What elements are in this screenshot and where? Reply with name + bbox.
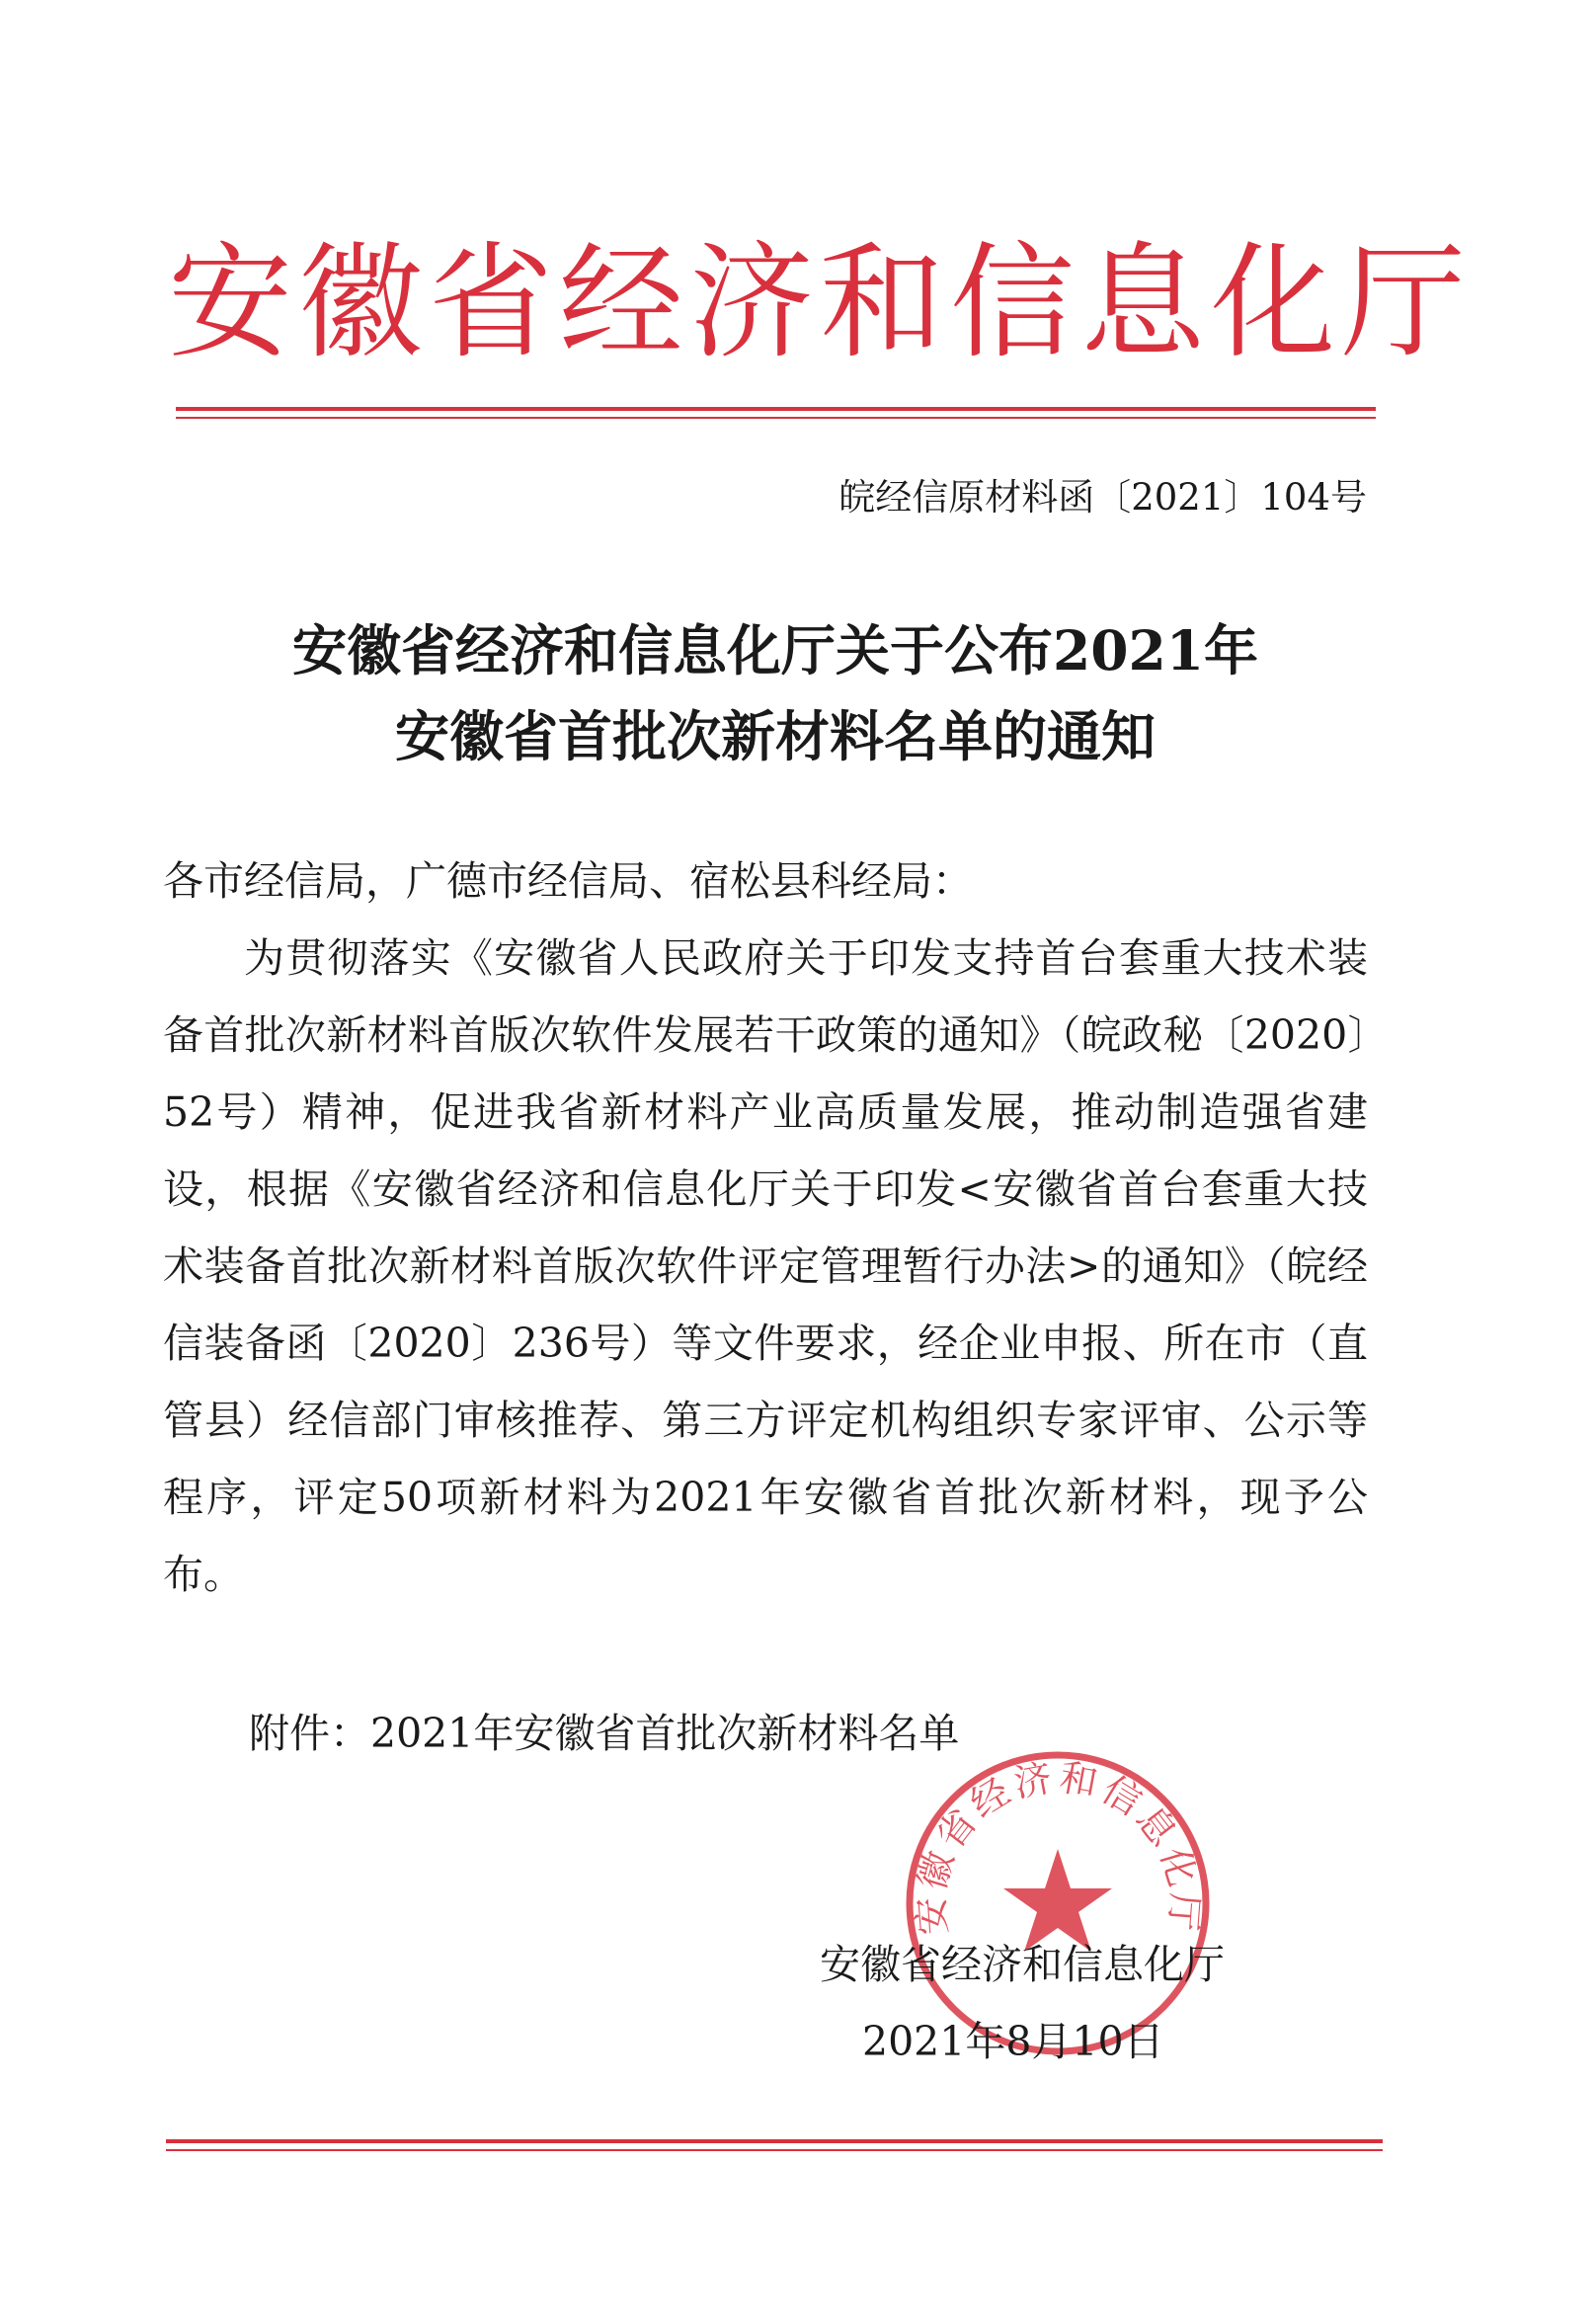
header-org-name: 安徽省经济和信息化厅 (168, 230, 1472, 375)
seal-text: 安徽省经济和信息化厅 (908, 1755, 1208, 1937)
attachment-line: 附件：2021年安徽省首批次新材料名单 (249, 1710, 960, 1757)
salutation: 各市经信局，广德市经信局、宿松县科经局： (163, 857, 973, 905)
footer-rule-thin (166, 2149, 1383, 2151)
document-title (168, 607, 1383, 779)
header-rule-thin (176, 417, 1376, 419)
header-rule-thick (176, 407, 1376, 411)
signature-date: 2021年8月10日 (862, 2018, 1164, 2065)
document-number: 皖经信原材料函〔2021〕104号 (838, 476, 1367, 519)
signature-org: 安徽省经济和信息化厅 (820, 1941, 1225, 1988)
title-line-1: 安徽省经济和信息化厅关于公布2021年 (291, 618, 1259, 682)
body-paragraph: 为贯彻落实《安徽省人民政府关于印发支持首台套重大技术装备首批次新材料首版次软件发展若干政策的通知》（皖政秘〔2020〕52号）精神，促进我省新材料产业高质量发展，推动制造强省建设，根据《安徽省经济和信息化厅关于印发<安徽省首台套重大技术装备首批次新材料首版次软件评定管理暂行办法>的通知》（皖经信装备函〔2020〕236号）等文件要求，经企业申报、所在市（直管县）经信部门审核推荐、第三方评定机构组织专家评审、公示等程序，评定50项新材料为2021年安徽省首批次新材料，现予公布。 (163, 934, 1368, 1598)
title-line-2: 安徽省首批次新材料名单的通知 (394, 704, 1156, 768)
footer-rule-thick (166, 2139, 1383, 2143)
